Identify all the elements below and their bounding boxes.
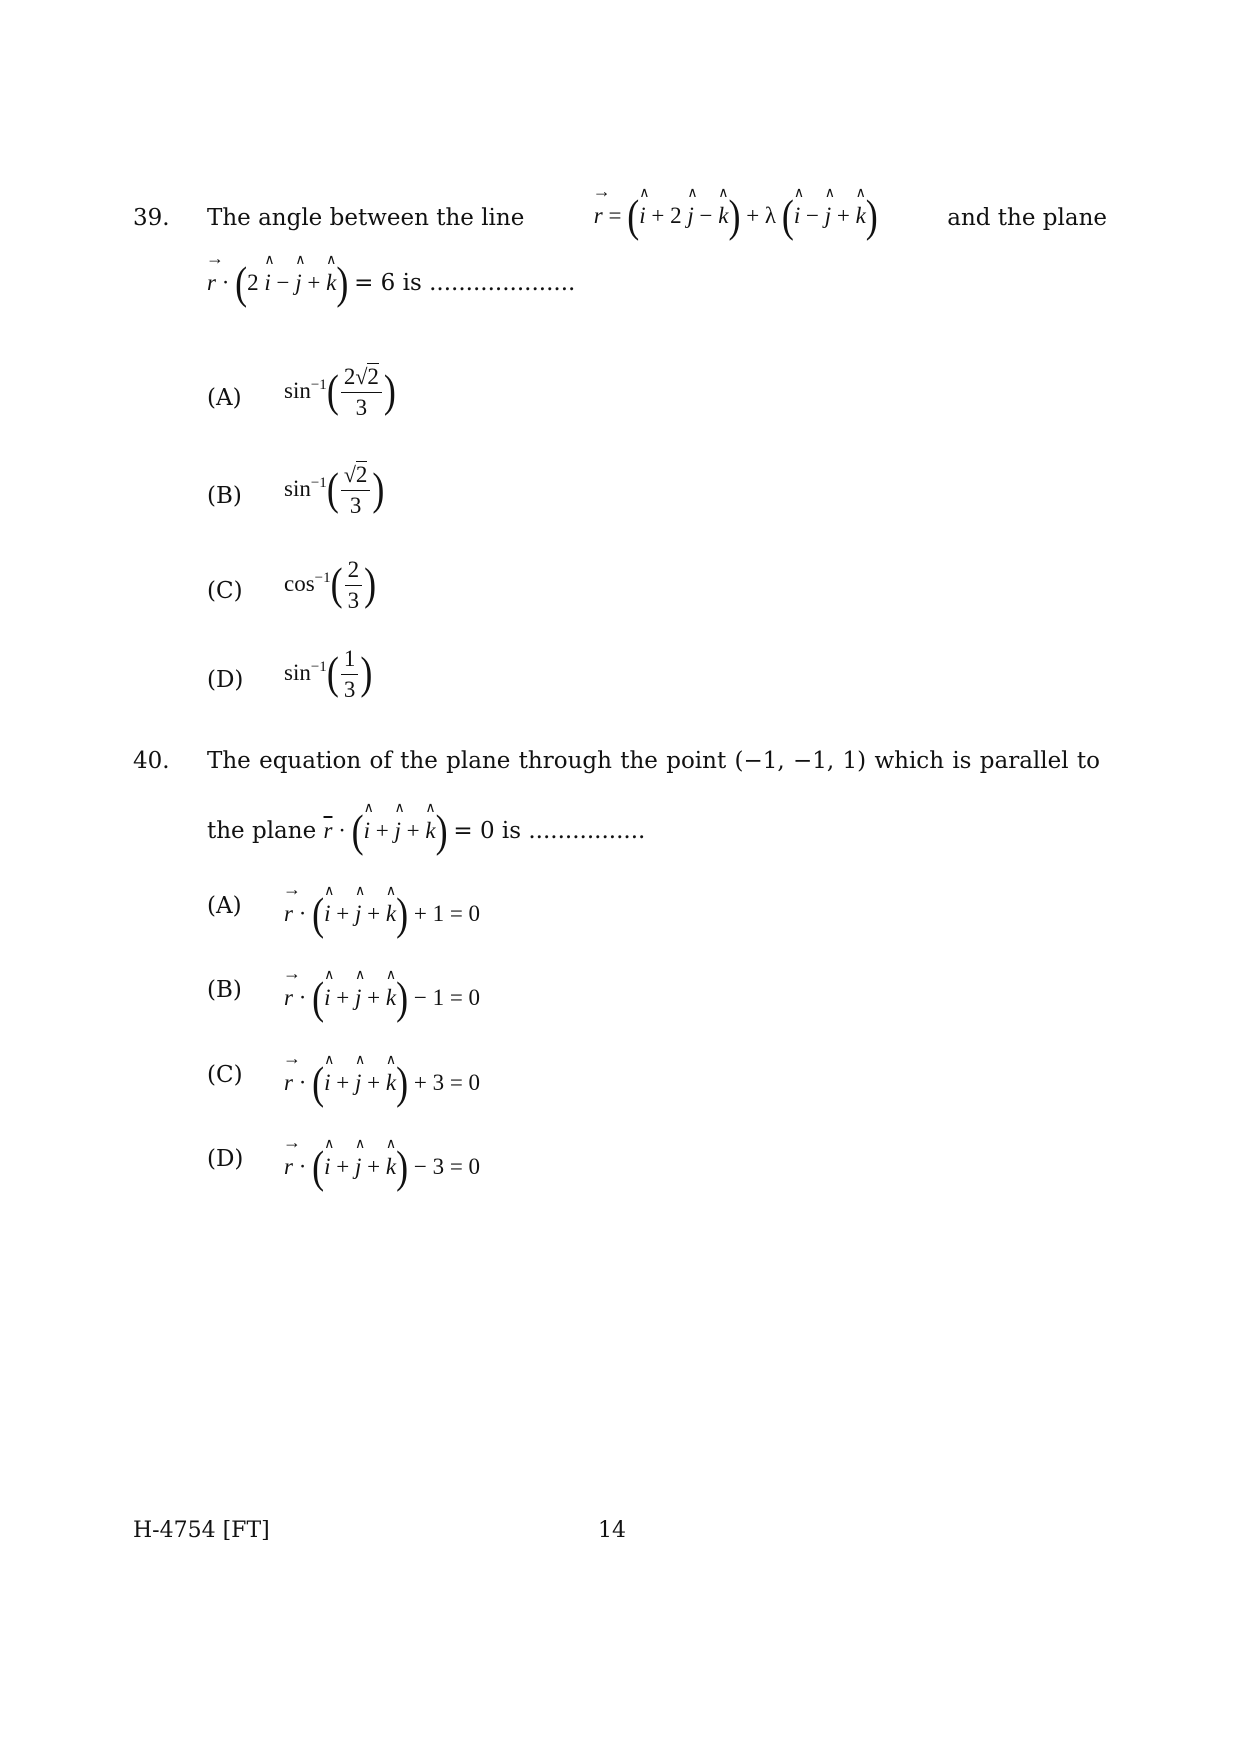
option-label: (C) <box>207 1062 243 1088</box>
option-39-d: $\sin^{-1}$( $\frac{1}{3}$ ) <box>284 644 372 705</box>
exponent: −1 <box>310 475 327 492</box>
function-name: sin <box>284 475 311 501</box>
numerator-root: 2 <box>367 364 379 389</box>
function-name: sin <box>284 377 311 403</box>
option-label: (D) <box>207 1146 244 1172</box>
question-39-line-1 <box>207 191 1107 241</box>
denominator: 3 <box>347 588 360 613</box>
option-40-b: → r · (∧ i + ∧ j + ∧ k) − 1 = 0 <box>284 977 480 1019</box>
question-text: The angle between the line <box>207 205 525 231</box>
equation-tail: + 1 = 0 <box>413 901 481 926</box>
question-text: = 0 is ................ <box>453 818 646 844</box>
exponent: −1 <box>310 659 327 676</box>
function-name: sin <box>284 659 311 685</box>
denominator: 3 <box>349 493 362 518</box>
question-text: the plane <box>207 818 317 844</box>
exponent: −1 <box>310 377 327 394</box>
question-number: 40. <box>133 748 170 774</box>
option-label: (D) <box>207 667 244 693</box>
equation-tail: − 1 = 0 <box>413 985 481 1010</box>
function-name: cos <box>284 570 315 596</box>
numerator: 1 <box>341 644 359 675</box>
denominator: 3 <box>355 395 368 420</box>
equation-tail: − 3 = 0 <box>413 1154 481 1179</box>
exponent: −1 <box>314 570 331 587</box>
option-40-c: → r · (∧ i + ∧ j + ∧ k) + 3 = 0 <box>284 1062 480 1104</box>
equation-tail: + 3 = 0 <box>413 1070 481 1095</box>
plane-equation: $\overline{r}$ · (∧ i + ∧ j + ∧ k) <box>324 818 454 843</box>
paper-code: H-4754 [FT] <box>133 1518 270 1543</box>
question-40-line-2 <box>207 806 646 856</box>
option-label: (A) <box>207 893 242 919</box>
question-text: and the plane <box>947 205 1107 231</box>
question-text: The equation of the plane through the point (−1, −1, 1) which is parallel to <box>207 748 1101 774</box>
option-40-a: → r · (∧ i + ∧ j + ∧ k) + 1 = 0 <box>284 893 480 935</box>
page-number: 14 <box>598 1518 626 1543</box>
line-equation: → r = (∧ i + 2 ∧ j − ∧ k) + λ (∧ i − ∧ j + ∧ k) <box>594 195 878 237</box>
question-text: = 6 is .................... <box>354 270 576 296</box>
option-39-c: $\cos^{-1}$( $\frac{2}{3}$ ) <box>284 555 376 616</box>
option-label: (C) <box>207 578 243 604</box>
numerator-coef: 2 <box>343 364 356 389</box>
option-40-d: → r · (∧ i + ∧ j + ∧ k) − 3 = 0 <box>284 1146 480 1188</box>
option-label: (B) <box>207 483 242 509</box>
option-label: (B) <box>207 977 242 1003</box>
plane-equation: → r · (2 ∧ i − ∧ j + ∧ k) <box>207 270 354 295</box>
question-number: 39. <box>133 205 170 231</box>
option-39-b: $\sin^{-1}$( $\frac{√2}{3}$ ) <box>284 460 384 521</box>
option-label: (A) <box>207 385 242 411</box>
numerator: 2 <box>345 555 363 586</box>
denominator: 3 <box>343 677 356 702</box>
numerator-root: 2 <box>355 462 368 487</box>
question-39-line-2 <box>207 258 576 308</box>
option-39-a: $\sin^{-1}$( $\frac{2√2}{3}$ ) <box>284 362 396 423</box>
